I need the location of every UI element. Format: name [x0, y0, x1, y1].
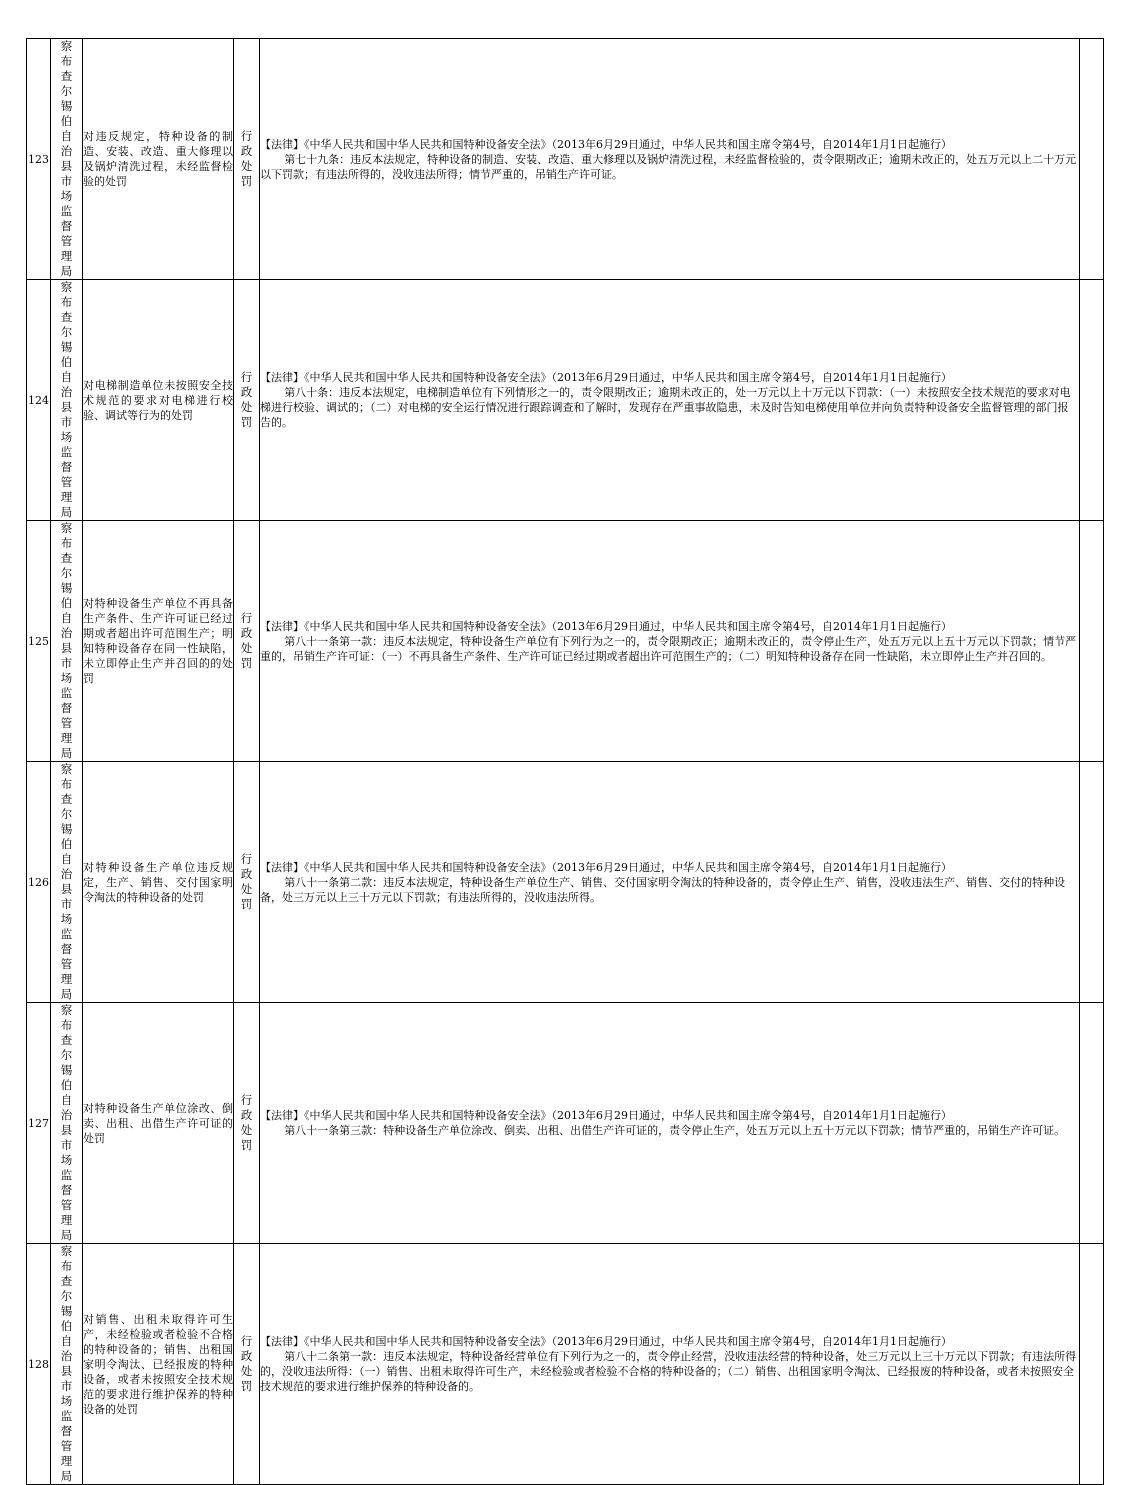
law-citation: 【法律】《中华人民共和国中华人民共和国特种设备安全法》（2013年6月29日通过，中华人民共和国主席令第4号，自2014年1月1日起施行）: [260, 619, 952, 633]
department-cell: [51, 521, 83, 762]
legal-basis-cell: [260, 521, 1080, 762]
category-cell: [234, 1003, 260, 1244]
law-citation: 【法律】《中华人民共和国中华人民共和国特种设备安全法》（2013年6月29日通过，中华人民共和国主席令第4号，自2014年1月1日起施行）: [260, 371, 952, 384]
table-row: [27, 280, 1104, 521]
legal-basis-cell: [260, 1244, 1080, 1485]
table-row: [27, 39, 1104, 280]
legal-basis-cell: [260, 280, 1080, 521]
department-cell: [51, 1244, 83, 1485]
law-citation: 【法律】《中华人民共和国中华人民共和国特种设备安全法》（2013年6月29日通过，中华人民共和国主席令第4号，自2014年1月1日起施行）: [260, 1109, 952, 1122]
category-label: 行政处罚: [240, 1093, 253, 1152]
legal-basis-cell: [260, 39, 1080, 280]
remarks-cell: [1080, 521, 1104, 762]
item-name-cell: 对特种设备生产单位涂改、倒卖、出租、出借生产许可证的处罚: [83, 1003, 234, 1244]
item-name-cell: 对特种设备生产单位违反规定，生产、销售、交付国家明令淘汰的特种设备的处罚: [83, 762, 234, 1003]
remarks-cell: [1080, 39, 1104, 280]
row-number: 124: [27, 280, 51, 521]
item-name-cell: 对特种设备生产单位不再具备生产条件、生产许可证已经过期或者超出许可范围生产；明知特种设备存在同一性缺陷，未立即停止生产并召回的的处罚: [83, 521, 234, 762]
row-number: 125: [27, 521, 51, 762]
table-body: [27, 39, 1104, 1485]
item-name-cell: 对违反规定，特种设备的制造、安装、改造、重大修理以及锅炉清洗过程，未经监督检验的处罚: [83, 39, 234, 280]
department-cell: [51, 39, 83, 280]
category-label: 行政处罚: [240, 129, 253, 188]
law-article: 第八十一条第三款：特种设备生产单位涂改、倒卖、出租、出借生产许可证的，责令停止生产，处五万元以上五十万元以下罚款；情节严重的，吊销生产许可证。: [284, 1124, 1066, 1137]
law-citation: 【法律】《中华人民共和国中华人民共和国特种设备安全法》（2013年6月29日通过，中华人民共和国主席令第4号，自2014年1月1日起施行）: [260, 860, 952, 874]
row-number: 126: [27, 762, 51, 1003]
law-article: 第八十条：违反本法规定，电梯制造单位有下列情形之一的，责令限期改正；逾期未改正的，处一万元以上十万元以下罚款：（一）未按照安全技术规范的要求对电梯进行校验、调试的；（二）对电梯的安全运行情况进行跟踪调查和了解时，发现存在严重事故隐患，未及时告知电梯使用单位并向负责特种设备安全监督管理的部门报告的。: [260, 386, 1071, 429]
category-cell: [234, 39, 260, 280]
item-name-cell: 对销售、出租未取得许可生产，未经检验或者检验不合格的特种设备的；销售、出租国家明令淘汰、已经报废的特种设备，或者未按照安全技术规范的要求进行维护保养的特种设备的处罚: [83, 1244, 234, 1485]
category-label: 行政处罚: [240, 370, 253, 429]
row-number: 123: [27, 39, 51, 280]
remarks-cell: [1080, 1003, 1104, 1244]
category-label: 行政处罚: [240, 1334, 253, 1393]
department-cell: [51, 1003, 83, 1244]
remarks-cell: [1080, 762, 1104, 1003]
category-label: 行政处罚: [240, 611, 253, 670]
department-cell: [51, 280, 83, 521]
category-cell: [234, 1244, 260, 1485]
legal-basis-cell: [260, 762, 1080, 1003]
law-article: 第七十九条：违反本法规定，特种设备的制造、安装、改造、重大修理以及锅炉清洗过程，未经监督检验的，责令限期改正；逾期未改正的，处五万元以上二十万元以下罚款；有违法所得的，没收违法所得；情节严重的，吊销生产许可证。: [260, 152, 1077, 181]
table-row: [27, 1244, 1104, 1485]
remarks-cell: [1080, 280, 1104, 521]
law-citation: 【法律】《中华人民共和国中华人民共和国特种设备安全法》（2013年6月29日通过，中华人民共和国主席令第4号，自2014年1月1日起施行）: [260, 1335, 952, 1348]
department-name: 察布查尔锡伯自治县市场监督管理局: [60, 762, 73, 1001]
remarks-cell: [1080, 1244, 1104, 1485]
penalty-items-table: [26, 38, 1104, 1485]
table-row: [27, 1003, 1104, 1244]
law-article: 第八十一条第二款：违反本法规定，特种设备生产单位生产、销售、交付国家明令淘汰的特种设备的，责令停止生产、销售，没收违法生产、销售、交付的特种设备，处三万元以上三十万元以下罚款；有违法所得的，没收违法所得。: [260, 875, 1066, 904]
item-name-cell: 对电梯制造单位未按照安全技术规范的要求对电梯进行校验、调试等行为的处罚: [83, 280, 234, 521]
department-cell: [51, 762, 83, 1003]
table-row: [27, 762, 1104, 1003]
department-name: 察布查尔锡伯自治县市场监督管理局: [60, 280, 73, 519]
category-cell: [234, 521, 260, 762]
legal-basis-cell: [260, 1003, 1080, 1244]
law-citation: 【法律】《中华人民共和国中华人民共和国特种设备安全法》（2013年6月29日通过，中华人民共和国主席令第4号，自2014年1月1日起施行）: [260, 137, 952, 151]
table-row: [27, 521, 1104, 762]
category-label: 行政处罚: [240, 852, 253, 911]
department-name: 察布查尔锡伯自治县市场监督管理局: [60, 39, 73, 278]
department-name: 察布查尔锡伯自治县市场监督管理局: [60, 1003, 73, 1242]
law-article: 第八十一条第一款：违反本法规定，特种设备生产单位有下列行为之一的，责令限期改正；逾期未改正的，责令停止生产，处五万元以上五十万元以下罚款；情节严重的，吊销生产许可证：（一）不再具备生产条件、生产许可证已经过期或者超出许可范围生产的；（二）明知特种设备存在同一性缺陷，未立即停止生产并召回的。: [260, 634, 1077, 663]
law-article: 第八十二条第一款：违反本法规定，特种设备经营单位有下列行为之一的，责令停止经营，没收违法经营的特种设备，处三万元以上三十万元以下罚款；有违法所得的，没收违法所得：（一）销售、出租未取得许可生产，未经检验或者检验不合格的特种设备的；（二）销售、出租国家明令淘汰、已经报废的特种设备，或者未按照安全技术规范的要求进行维护保养的特种设备的。: [260, 1350, 1077, 1393]
row-number: 127: [27, 1003, 51, 1244]
category-cell: [234, 280, 260, 521]
department-name: 察布查尔锡伯自治县市场监督管理局: [60, 521, 73, 760]
department-name: 察布查尔锡伯自治县市场监督管理局: [60, 1244, 73, 1483]
row-number: 128: [27, 1244, 51, 1485]
category-cell: [234, 762, 260, 1003]
